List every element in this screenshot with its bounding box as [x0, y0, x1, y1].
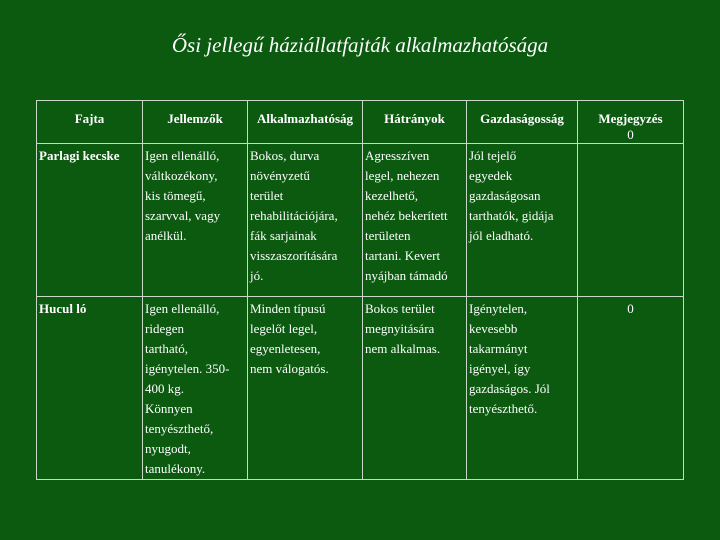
header-alkalmazhatosag: Alkalmazhatóság [248, 101, 363, 144]
applicability-cell: Bokos, durva növényzetű terület rehabilitációjára, fák sarjainak visszaszorítására jó. [248, 144, 363, 297]
breed-name-cell: Parlagi kecske [37, 144, 143, 297]
note-cell: 0 [578, 297, 684, 480]
applicability-cell: Minden típusú legelőt legel, egyenletesen, nem válogatós. [248, 297, 363, 480]
header-megjegyzes [578, 101, 684, 144]
breed-table [36, 100, 684, 480]
header-gazdasagossag: Gazdaságosság [467, 101, 578, 144]
page-title: Ősi jellegű háziállatfajták alkalmazhatósága [171, 33, 549, 57]
header-fajta: Fajta [37, 101, 143, 144]
header-jellemzok: Jellemzők [143, 101, 248, 144]
disadvantages-cell: Agresszíven legel, nehezen kezelhető, nehéz bekerített területen tartani. Kevert nyájban támadó [363, 144, 467, 297]
header-megjegyzes-label: Megjegyzés [598, 111, 663, 126]
table-row [37, 144, 684, 297]
economy-cell: Igénytelen, kevesebb takarmányt igényel, így gazdaságos. Jól tenyészthető. [467, 297, 578, 480]
disadvantages-cell: Bokos terület megnyitására nem alkalmas. [363, 297, 467, 480]
economy-cell: Jól tejelő egyedek gazdaságosan tarthatók, gidája jól eladható. [467, 144, 578, 297]
table-header-row [37, 101, 684, 144]
note-value-row-1: 0 [627, 127, 634, 142]
header-hatranyok: Hátrányok [363, 101, 467, 144]
characteristics-cell: Igen ellenálló, váltkozékony, kis tömegű, szarvval, vagy anélkül. [143, 144, 248, 297]
table-row [37, 297, 684, 480]
breed-name-cell: Hucul ló [37, 297, 143, 480]
characteristics-cell: Igen ellenálló, ridegen tartható, igénytelen. 350- 400 kg. Könnyen tenyészthető, nyugodt, tanulékony. [143, 297, 248, 480]
note-cell [578, 144, 684, 297]
